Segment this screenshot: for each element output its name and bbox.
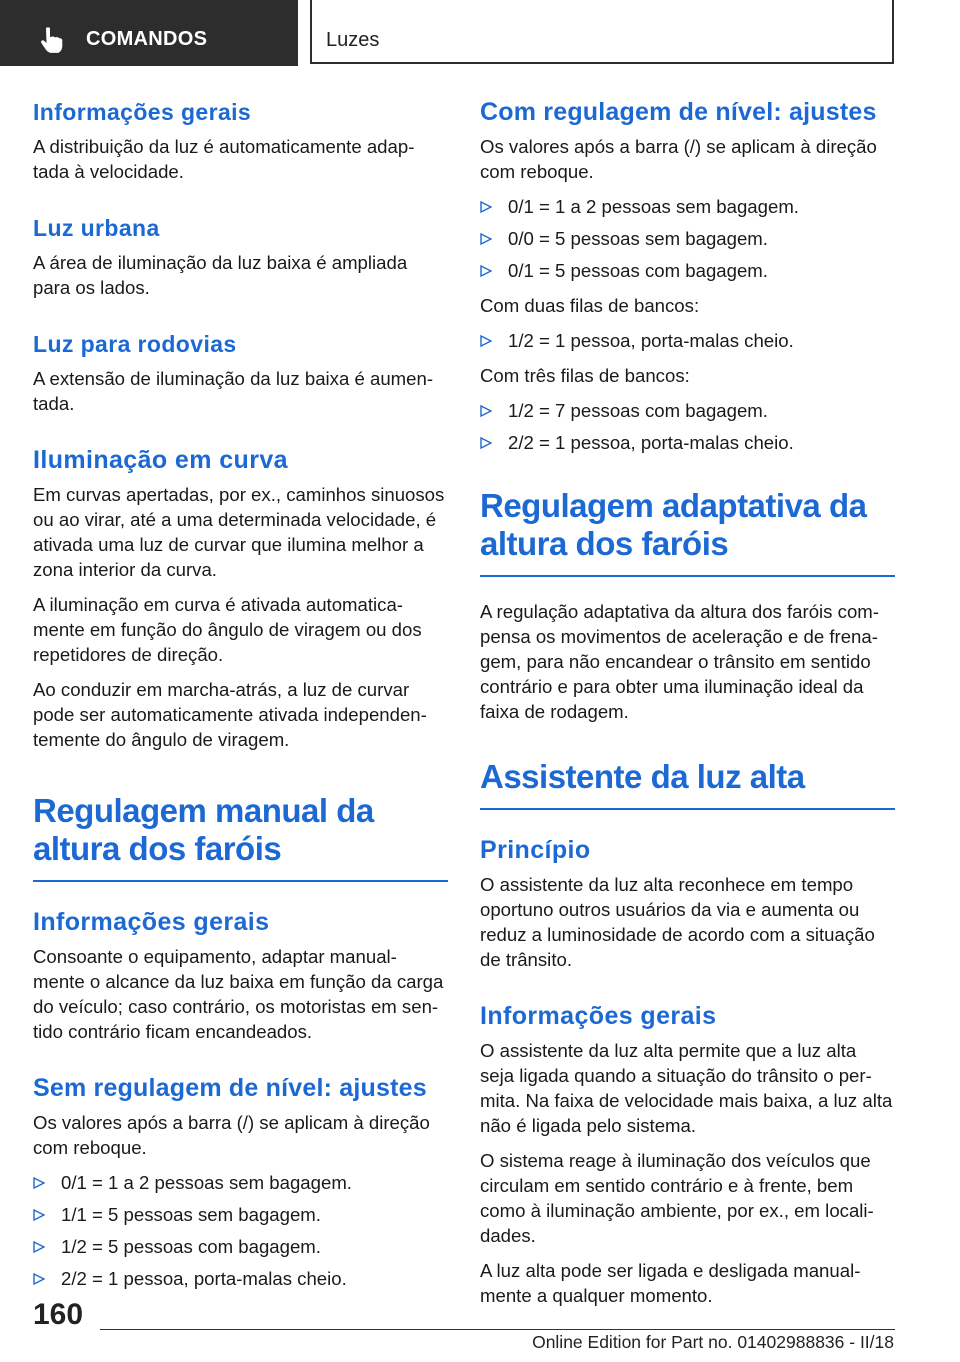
paragraph: O assistente da luz alta reconhece em tempo oportuno outros usuários da via e aumenta ou reduz a luminosidade de acordo com a situação de trânsito. <box>480 874 875 970</box>
left-column <box>33 98 448 1301</box>
paragraph: A distribuição da luz é automaticamente adap‐tada à velocidade. <box>33 136 415 182</box>
heading-regulagem-manual: Regulagem manual da altura dos faróis <box>33 792 374 867</box>
tab-commands[interactable] <box>0 0 298 66</box>
list-item: 0/1 = 5 pessoas com bagagem. <box>480 258 895 283</box>
list-item: 2/2 = 1 pessoa, porta-malas cheio. <box>33 1266 448 1291</box>
triangle-bullet-icon <box>480 405 492 417</box>
list-com-regulagem <box>480 194 895 283</box>
heading-regulagem-adaptativa: Regulagem adaptativa da altura dos faróis <box>480 487 867 562</box>
tab-section[interactable] <box>310 0 894 64</box>
triangle-bullet-icon <box>33 1241 45 1253</box>
heading-com-regulagem: Com regulagem de nível: ajustes <box>480 98 877 126</box>
triangle-bullet-icon <box>480 335 492 347</box>
list-item: 2/2 = 1 pessoa, porta-malas cheio. <box>480 430 895 455</box>
list-item: 1/1 = 5 pessoas sem bagagem. <box>33 1202 448 1227</box>
list-sem-regulagem <box>33 1170 448 1291</box>
list-item: 0/1 = 1 a 2 pessoas sem bagagem. <box>33 1170 448 1195</box>
heading-informacoes-gerais-2: Informações gerais <box>33 908 270 936</box>
triangle-bullet-icon <box>33 1209 45 1221</box>
paragraph: Consoante o equipamento, adaptar manual‐mente o alcance da luz baixa em função da carga do veículo; caso contrário, os motoristas em sen‐tido contrário ficam encandeados. <box>33 946 444 1042</box>
heading-informacoes-gerais: Informações gerais <box>480 1002 717 1030</box>
triangle-bullet-icon <box>480 437 492 449</box>
paragraph: O assistente da luz alta permite que a luz alta seja ligada quando a situação do trânsito o per‐mita. Na faixa de velocidade mais baixa, a luz alta não é ligada pelo sistema. <box>480 1040 893 1136</box>
right-column <box>480 98 895 1318</box>
paragraph: Os valores após a barra (/) se aplicam à direção com reboque. <box>480 136 877 182</box>
paragraph: Com duas filas de bancos: <box>480 295 700 316</box>
triangle-bullet-icon <box>33 1177 45 1189</box>
paragraph: A área de iluminação da luz baixa é ampliada para os lados. <box>33 252 408 298</box>
footer-edition: Online Edition for Part no. 01402988836 - II/18 <box>532 1332 894 1352</box>
list-item: 1/2 = 7 pessoas com bagagem. <box>480 398 895 423</box>
tab-commands-label: COMANDOS <box>86 28 208 50</box>
list-item: 1/2 = 5 pessoas com bagagem. <box>33 1234 448 1259</box>
paragraph: Ao conduzir em marcha-atrás, a luz de curvar pode ser automaticamente ativada independen‐temente do ângulo de viragem. <box>33 679 427 750</box>
paragraph: A extensão de iluminação da luz baixa é aumen‐tada. <box>33 368 434 414</box>
paragraph: Em curvas apertadas, por ex., caminhos sinuosos ou ao virar, até a uma determinada velocidade, é ativada uma luz de curvar que ilumina melhor a zona interior da curva. <box>33 484 445 580</box>
paragraph: Com três filas de bancos: <box>480 365 690 386</box>
tab-section-label: Luzes <box>326 29 380 51</box>
heading-informacoes-gerais: Informações gerais <box>33 99 252 125</box>
paragraph: A regulação adaptativa da altura dos faróis com‐pensa os movimentos de aceleração e de frena‐gem, para não encandear o trânsito em sentido contrário e para obter uma iluminação ideal da faixa de rodagem. <box>480 601 879 722</box>
heading-assistente-luz-alta: Assistente da luz alta <box>480 758 805 795</box>
list-item: 0/1 = 1 a 2 pessoas sem bagagem. <box>480 194 895 219</box>
list-item: 0/0 = 5 pessoas sem bagagem. <box>480 226 895 251</box>
paragraph: A luz alta pode ser ligada e desligada manual‐mente a qualquer momento. <box>480 1260 861 1306</box>
paragraph: Os valores após a barra (/) se aplicam à direção com reboque. <box>33 1112 430 1158</box>
list-item: 1/2 = 1 pessoa, porta-malas cheio. <box>480 328 895 353</box>
triangle-bullet-icon <box>480 233 492 245</box>
heading-principio: Princípio <box>480 836 591 864</box>
hand-pointer-icon <box>40 26 64 54</box>
heading-luz-urbana: Luz urbana <box>33 215 160 241</box>
page-header <box>0 0 960 66</box>
paragraph: A iluminação em curva é ativada automatica‐mente em função do ângulo de viragem ou dos repetidores de direção. <box>33 594 422 665</box>
paragraph: O sistema reage à iluminação dos veículos que circulam em sentido contrário e à frente, bem como à iluminação ambiente, por ex., em locali‐dades. <box>480 1150 874 1246</box>
heading-luz-rodovias: Luz para rodovias <box>33 331 237 357</box>
heading-iluminacao-curva: Iluminação em curva <box>33 446 288 474</box>
list-duas-filas <box>480 328 895 353</box>
list-tres-filas <box>480 398 895 455</box>
page-number: 160 <box>33 1298 84 1331</box>
triangle-bullet-icon <box>480 265 492 277</box>
triangle-bullet-icon <box>33 1273 45 1285</box>
footer-rule <box>100 1329 895 1330</box>
triangle-bullet-icon <box>480 201 492 213</box>
heading-sem-regulagem: Sem regulagem de nível: ajustes <box>33 1074 427 1102</box>
